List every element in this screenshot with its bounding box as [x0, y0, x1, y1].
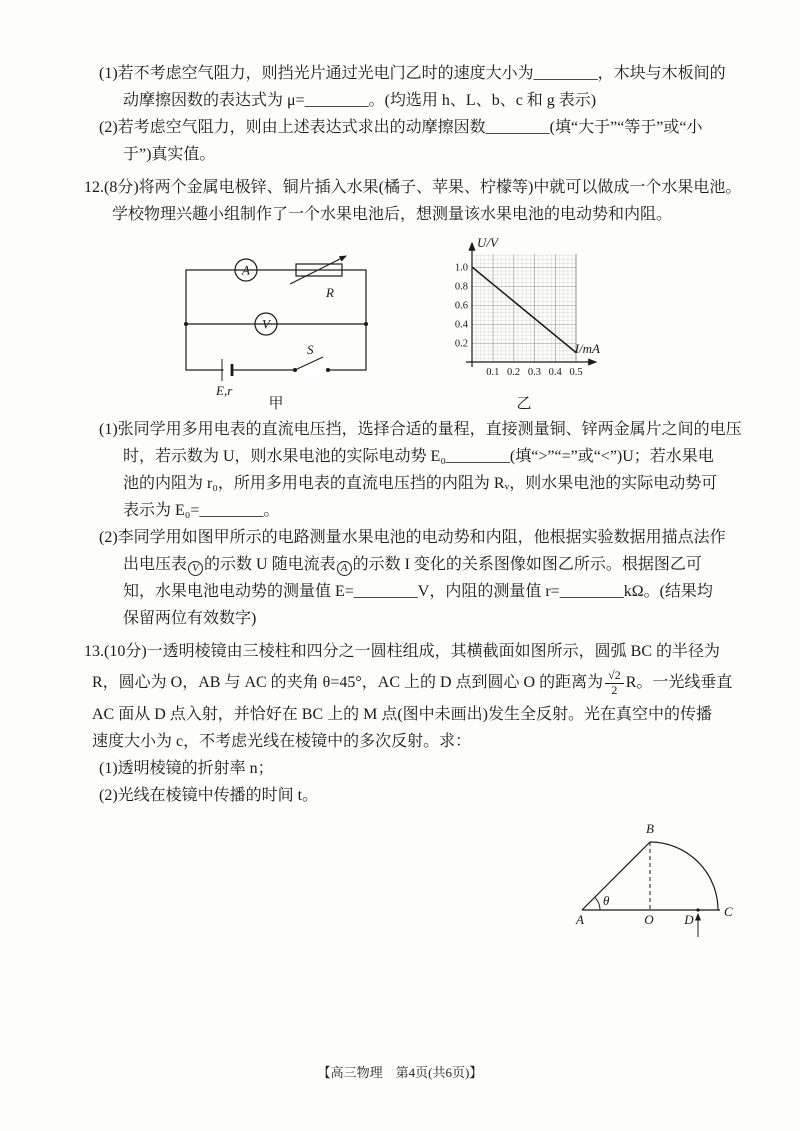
- y-tick-1.0: 1.0: [454, 262, 468, 274]
- voltmeter-label: V: [262, 316, 270, 332]
- junction-dot-right: [364, 322, 368, 326]
- q13-line2-b: R。一光线垂直: [625, 674, 733, 691]
- prism-figure: [562, 813, 792, 943]
- q13-sub1: (1)透明棱镜的折射率 n；: [99, 760, 274, 777]
- voltmeter-symbol: [188, 561, 203, 576]
- q12-part2-line1: (2)李同学用如图甲所示的电路测量水果电池的电动势和内阻，他根据实验数据用描点法作: [99, 529, 726, 546]
- ui-graph-yi: [432, 234, 622, 414]
- label-theta: θ: [603, 893, 610, 908]
- circuit-diagram-jia: [174, 250, 384, 412]
- q12-part2-line3: 知，水果电池电动势的测量值 E=________V，内阻的测量值 r=________kΩ。(结果均: [123, 583, 713, 600]
- q13-line2: [92, 665, 744, 701]
- q13-line3: AC 面从 D 点入射，并恰好在 BC 上的 M 点(图中未画出)发生全反射。光在真空中的传播: [92, 706, 713, 723]
- q11-part2-line1: (2)若考虑空气阻力，则由上述表达式求出的动摩擦因数________(填“大于”“等于”或“小: [99, 119, 703, 136]
- label-D: D: [684, 912, 694, 927]
- q13-line1: 13.(10分)一透明棱镜由三棱柱和四分之一圆柱组成，其横截面如图所示，圆弧 BC 的半径为: [84, 643, 721, 660]
- x-tick-0.4: 0.4: [548, 367, 562, 378]
- x-axis-label: I/mA: [574, 341, 600, 356]
- q12-part1-line2: 时，若示数为 U，则水果电池的实际电动势 E₀________(填“>”“=”或“<”)U；若水果电: [123, 448, 714, 465]
- point-D-dot: [696, 908, 699, 911]
- prism-arc-BC: [650, 842, 718, 910]
- prism-side-AB: [582, 842, 650, 910]
- battery-gap: [224, 364, 231, 376]
- q12-part1-line3: 池的内阻为 r₀，所用多用电表的直流电压挡的内阻为 Rᵥ，则水果电池的实际电动势可: [123, 475, 718, 492]
- fraction-numerator: √2: [605, 669, 624, 684]
- q11-part1-line1: (1)若不考虑空气阻力，则挡光片通过光电门乙时的速度大小为________，木块与木板间的: [99, 65, 726, 82]
- q12-intro-line1: 12.(8分)将两个金属电极锌、铜片插入水果(橘子、苹果、柠檬等)中就可以做成一个水果电池。: [84, 179, 742, 196]
- circuit-caption: 甲: [268, 396, 284, 412]
- y-tick-0.8: 0.8: [454, 281, 468, 293]
- x-tick-0.3: 0.3: [527, 367, 541, 378]
- q12-part2-line2-b: 的示数 U 随电流表: [204, 556, 336, 573]
- x-tick-0.2: 0.2: [507, 367, 521, 378]
- ammeter-label: A: [242, 262, 250, 278]
- q11-part2-line2: 于”)真实值。: [123, 146, 216, 163]
- fraction-sqrt2-over-2: [605, 669, 624, 698]
- page-content: [84, 60, 744, 944]
- q12-part2-line2: [123, 551, 744, 578]
- q13-line2-a: R，圆心为 O，AB 与 AC 的夹角 θ=45°，AC 上的 D 点到圆心 O 的距离为: [92, 674, 604, 691]
- theta-angle-arc: [595, 897, 600, 910]
- q12-part1-line4: 表示为 E₀=________。: [123, 502, 280, 519]
- q13-figure-wrap: [84, 809, 744, 944]
- label-C: C: [724, 904, 733, 919]
- y-axis-label: U/V: [477, 235, 498, 250]
- graph-major-grid: [472, 254, 576, 362]
- graph-caption: 乙: [516, 396, 532, 412]
- q12-figures: [84, 232, 744, 414]
- rheostat-label: R: [326, 285, 334, 300]
- question-13: [84, 638, 744, 944]
- label-O: O: [644, 912, 654, 927]
- fraction-denominator: 2: [611, 682, 618, 697]
- switch-dot-right: [326, 368, 330, 372]
- ammeter-symbol: [337, 561, 352, 576]
- switch-gap: [295, 364, 329, 376]
- ammeter-symbol-letter: A: [340, 562, 348, 574]
- y-tick-0.2: 0.2: [454, 338, 468, 350]
- junction-dot-left: [184, 322, 188, 326]
- x-tick-0.5: 0.5: [569, 367, 583, 378]
- y-tick-0.4: 0.4: [454, 319, 468, 331]
- voltmeter-symbol-letter: V: [192, 562, 199, 574]
- q12-part2-line2-c: 的示数 I 变化的关系图像如图乙所示。根据图乙可: [352, 556, 702, 573]
- page-footer: 【高三物理 第4页(共6页)】: [317, 1065, 483, 1080]
- switch-label: S: [307, 342, 314, 357]
- q12-intro-line2: 学校物理兴趣小组制作了一个水果电池后，想测量该水果电池的电动势和内阻。: [112, 206, 673, 223]
- q12-part2-line4: 保留两位有效数字): [123, 610, 257, 627]
- q12-part1-line1: (1)张同学用多用电表的直流电压挡，选择合适的量程，直接测量铜、锌两金属片之间的电压: [99, 421, 742, 438]
- q11-part1-line2: 动摩擦因数的表达式为 μ=________。(均选用 h、L、b、c 和 g 表示): [123, 92, 597, 109]
- label-A: A: [576, 912, 584, 927]
- q12-part2-line2-a: 出电压表: [123, 556, 188, 573]
- battery-label: E,r: [216, 383, 233, 398]
- q13-line4: 速度大小为 c，不考虑光线在棱镜中的多次反射。求：: [92, 733, 472, 750]
- label-B: B: [646, 821, 654, 836]
- y-tick-0.6: 0.6: [454, 300, 468, 312]
- question-11-continued: [84, 60, 744, 168]
- q13-sub2: (2)光线在棱镜中传播的时间 t。: [99, 787, 319, 804]
- x-tick-0.1: 0.1: [486, 367, 500, 378]
- question-12: [84, 174, 744, 632]
